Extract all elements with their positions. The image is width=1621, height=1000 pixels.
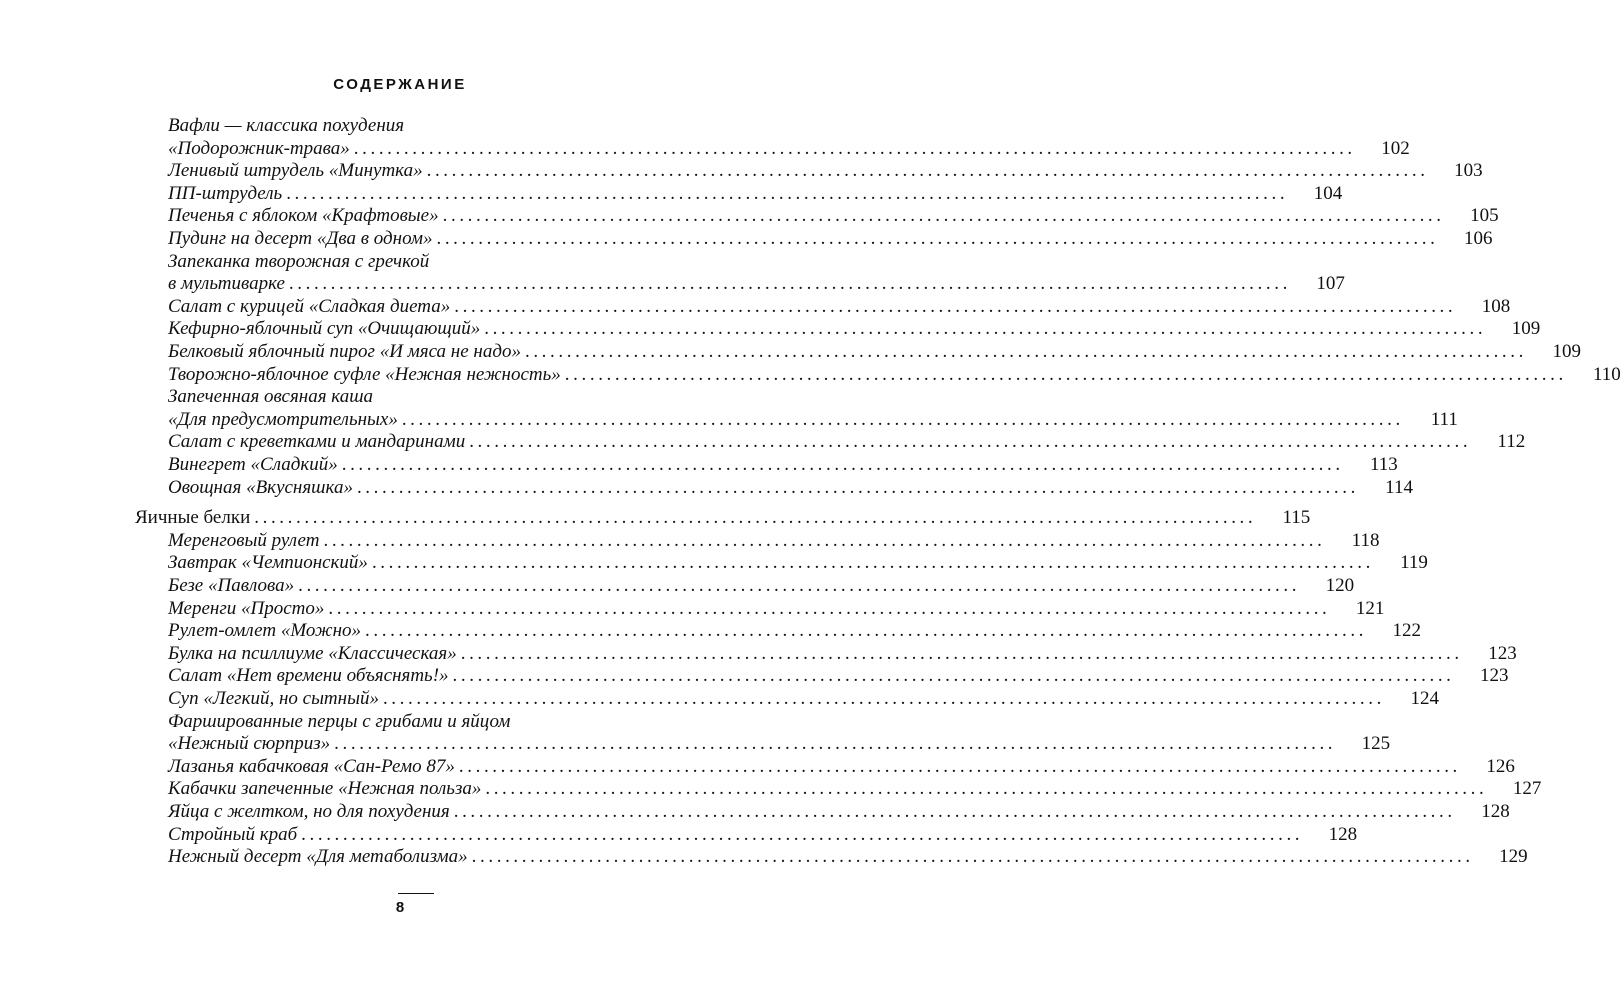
toc-entry-page: 118 [1351,530,1380,551]
toc-entry-page: 115 [1282,507,1311,528]
footer-rule [398,893,434,894]
toc-entry-title: Винегрет «Сладкий» [168,454,338,475]
toc-entry [168,574,1355,598]
toc-entry-title: Рулет-омлет «Можно» [168,620,362,641]
toc-entry-title: Меренги «Просто» [168,598,325,619]
dot-leader: ........................................................................................................................ [401,409,1404,430]
dot-leader: ........................................................................................................................ [286,183,1289,204]
toc-entry [168,732,1391,756]
toc-entry-title: в мультиварке [168,273,285,294]
toc-entry-page: 110 [1593,364,1621,385]
toc-entry-page: 123 [1480,665,1509,686]
toc-entry-title: Творожно-яблочное суфле «Нежная нежность» [168,364,561,385]
toc-entry-title: «Подорожник-трава» [168,138,350,159]
dot-leader: ........................................................................................................................ [341,454,1344,475]
toc-entry-title: Яйца с желтком, но для похудения [168,801,450,822]
toc-entry-title: Запеченная овсяная каша [168,386,374,407]
toc-entry [168,114,708,138]
toc-entry-page: 103 [1454,160,1483,181]
toc-entry [168,529,1380,553]
toc-entry [168,845,1528,869]
toc-entry-title: Булка на псиллиуме «Классическая» [168,643,457,664]
dot-leader: ........................................................................................................................ [524,341,1527,362]
page-title: СОДЕРЖАНИЕ [333,76,467,93]
dot-leader: ........................................................................................................................ [484,318,1487,339]
toc-entry-title: ПП-штрудель [168,183,283,204]
toc-entry [168,363,1621,387]
toc-entry [168,597,1385,621]
toc-entry [168,204,1499,228]
toc-entry-title: Пудинг на десерт «Два в одном» [168,228,433,249]
toc-entry-page: 113 [1369,454,1398,475]
toc-entry-title: Кабачки запеченные «Нежная польза» [168,778,482,799]
toc-entry [168,227,1493,251]
dot-leader: ........................................................................................................................ [469,431,1472,452]
toc-entry [168,295,1511,319]
toc-section-entry [135,506,1311,530]
toc-entry [168,385,708,409]
toc-entry [168,430,1526,454]
dot-leader: ........................................................................................................................ [382,688,1385,709]
toc-entry [168,642,1517,666]
toc-entry-title: Лазанья кабачковая «Сан-Ремо 87» [168,756,455,777]
toc-entry [168,664,1509,688]
dot-leader: ........................................................................................................................ [564,364,1567,385]
toc-entry-title: Салат с креветками и мандаринами [168,431,466,452]
dot-leader: ........................................................................................................................ [452,665,1455,686]
dot-leader: ........................................................................................................................ [334,733,1337,754]
toc-entry [168,800,1510,824]
dot-leader: ........................................................................................................................ [371,552,1374,573]
toc-entry-title: Стройный краб [168,824,298,845]
toc-entry-page: 102 [1381,138,1410,159]
dot-leader: ........................................................................................................................ [301,824,1304,845]
toc-entry [168,551,1428,575]
dot-leader: ........................................................................................................................ [323,530,1326,551]
toc-entry-title: Вафли — классика похудения [168,115,405,136]
dot-leader: ........................................................................................................................ [328,598,1331,619]
toc-entry [168,687,1439,711]
toc-entry-title: Салат с курицей «Сладкая диета» [168,296,451,317]
toc-entry-page: 120 [1325,575,1355,596]
dot-leader: ........................................................................................................................ [288,273,1291,294]
toc-entry [168,182,1343,206]
dot-leader: ........................................................................................................................ [460,643,1463,664]
toc-entry-title: Овощная «Вкусняшка» [168,477,353,498]
dot-leader: ........................................................................................................................ [353,138,1356,159]
toc-entry-page: 128 [1481,801,1510,822]
toc-entry [168,272,1345,296]
toc-entry [168,823,1358,847]
dot-leader: ........................................................................................................................ [453,801,1456,822]
toc-entry-title: Меренговый рулет [168,530,320,551]
dot-leader: ........................................................................................................................ [365,620,1368,641]
toc-entry-page: 126 [1486,756,1515,777]
toc-entry-page: 114 [1385,477,1413,498]
toc-entry [168,250,708,274]
toc-entry-page: 109 [1511,318,1541,339]
toc-entry-page: 123 [1488,643,1517,664]
toc-entry [168,408,1458,432]
toc-entry-title: «Нежный сюрприз» [168,733,331,754]
toc-entry [168,340,1581,364]
toc-entry [168,453,1398,477]
toc-entry-page: 125 [1361,733,1391,754]
page-number: 8 [395,899,405,916]
toc-entry-title: «Для предусмотрительных» [168,409,398,430]
toc-entry-page: 121 [1355,598,1385,619]
dot-leader: ........................................................................................................................ [442,205,1445,226]
toc-entry-page: 105 [1470,205,1499,226]
toc-entry-page: 111 [1430,409,1458,430]
dot-leader: ........................................................................................................................ [254,507,1257,528]
toc-entry-title: Фаршированные перцы с грибами и яйцом [168,711,511,732]
dot-leader: ........................................................................................................................ [454,296,1457,317]
toc-entry [168,619,1422,643]
dot-leader: ........................................................................................................................ [298,575,1301,596]
dot-leader: ........................................................................................................................ [356,477,1359,498]
toc-entry-page: 108 [1481,296,1511,317]
toc-entry-title: Суп «Легкий, но сытный» [168,688,379,709]
toc-entry-page: 109 [1552,341,1581,362]
toc-entry [168,476,1413,500]
toc-entry-page: 119 [1400,552,1428,573]
toc-entry [168,777,1542,801]
dot-leader: ........................................................................................................................ [436,228,1439,249]
toc-entry-title: Кефирно-яблочный суп «Очищающий» [168,318,481,339]
toc-entry-page: 129 [1499,846,1528,867]
toc-entry-page: 107 [1316,273,1345,294]
toc-entry-page: 104 [1313,183,1343,204]
dot-leader: ........................................................................................................................ [458,756,1461,777]
toc-entry-page: 124 [1410,688,1439,709]
toc-entry-title: Безе «Павлова» [168,575,295,596]
toc-entry-page: 122 [1392,620,1422,641]
dot-leader: ........................................................................................................................ [471,846,1474,867]
dot-leader: ........................................................................................................................ [485,778,1488,799]
toc-entry [168,137,1410,161]
toc-entry-page: 128 [1328,824,1358,845]
toc-entry-title: Печенья с яблоком «Крафтовые» [168,205,439,226]
toc-entry-page: 127 [1512,778,1542,799]
toc-entry-page: 112 [1497,431,1526,452]
toc-entry-title: Нежный десерт «Для метаболизма» [168,846,468,867]
toc-entry-title: Салат «Нет времени объяснять!» [168,665,449,686]
toc-entry [168,755,1515,779]
toc-entry [168,159,1483,183]
toc-entry [168,317,1541,341]
toc-entry-page: 106 [1463,228,1493,249]
toc-entry-title: Завтрак «Чемпионский» [168,552,368,573]
dot-leader: ........................................................................................................................ [426,160,1429,181]
toc-entry-title: Запеканка творожная с гречкой [168,251,430,272]
toc-entry-title: Белковый яблочный пирог «И мяса не надо» [168,341,521,362]
toc-entry-title: Яичные белки [135,507,251,528]
toc-entry-title: Ленивый штрудель «Минутка» [168,160,423,181]
toc-entry [168,710,708,734]
